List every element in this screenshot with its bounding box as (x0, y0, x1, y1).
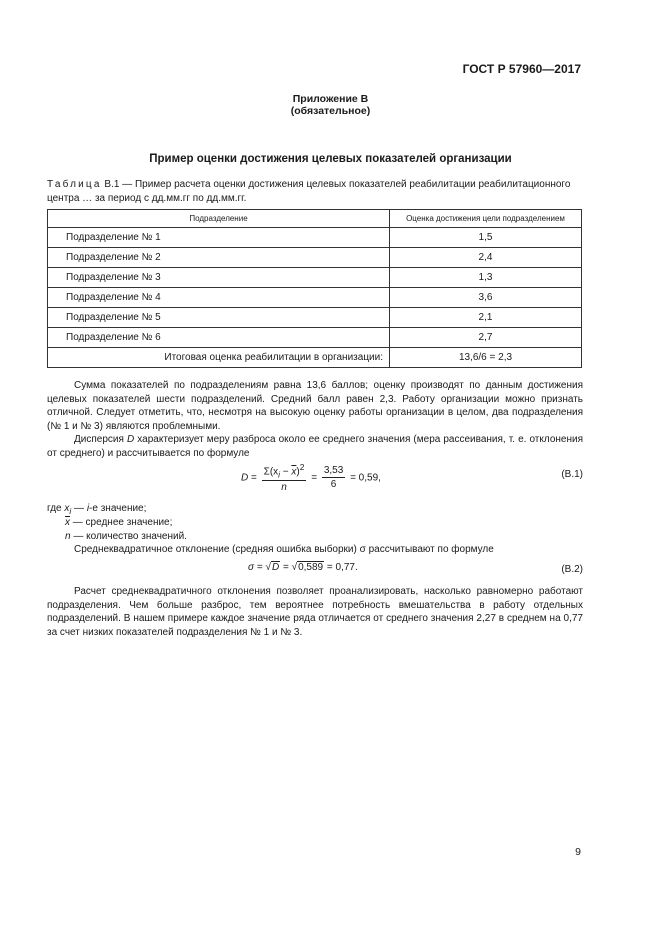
formula1-fraction-values (322, 465, 345, 490)
table-cell-score: 1,5 (390, 228, 582, 248)
formula1-num-sup: 2 (299, 462, 305, 472)
table-cell-unit: Подразделение № 5 (48, 308, 390, 328)
formula1-number: (В.1) (561, 469, 583, 480)
formula-dispersion (241, 462, 381, 493)
annex-subtitle: (обязательное) (290, 105, 371, 117)
definition-mean-text: — среднее значение; (70, 517, 173, 528)
definition-x-dash: — (71, 503, 87, 514)
formula2-eq2: = (282, 562, 289, 573)
table-row (48, 248, 582, 268)
paragraph-dispersion-var: D (126, 434, 135, 445)
table-cell-unit: Подразделение № 6 (48, 328, 390, 348)
definition-x-sub: i (69, 506, 72, 516)
table-cell-score: 2,4 (390, 248, 582, 268)
formula1-eq2: = (311, 472, 318, 484)
formula1-lhs: D (241, 472, 249, 484)
table-cell-unit: Подразделение № 3 (48, 268, 390, 288)
formula-std (248, 562, 358, 573)
table-cell-score: 2,1 (390, 308, 582, 328)
formula2-value: 0,589 (298, 562, 324, 573)
formula2-eq1: = (256, 562, 263, 573)
table-header-unit: Подразделение (48, 210, 390, 228)
formula1-num-sub: i (278, 469, 281, 480)
table-row (48, 288, 582, 308)
table-total-label: Итоговая оценка реабилитации в организации: (48, 348, 390, 368)
definition-mean (65, 516, 172, 530)
definition-x-text: -е значение; (89, 503, 147, 514)
table-total-row (48, 348, 582, 368)
table-row (48, 268, 582, 288)
definition-x-i: i (86, 503, 90, 514)
definition-where: где (47, 503, 62, 514)
formula2-d: D (271, 562, 280, 573)
definition-n (65, 530, 187, 544)
section-heading: Пример оценки достижения целевых показателей организации (149, 153, 512, 165)
formula2-number: (В.2) (561, 564, 583, 575)
table-total-value: 13,6/6 = 2,3 (390, 348, 582, 368)
page-number: 9 (575, 846, 581, 858)
table-row (48, 308, 582, 328)
formula1-denominator: n (281, 482, 287, 494)
table-row (48, 228, 582, 248)
formula1-num-mean: $\overline{x}$ (291, 466, 297, 478)
annex-title: Приложение В (292, 93, 369, 105)
definition-x-symbol: x (64, 503, 70, 514)
paragraph-dispersion-start: Дисперсия (74, 434, 127, 445)
table-cell-score: 3,6 (390, 288, 582, 308)
paragraph-dispersion (47, 433, 583, 460)
formula2-sqrt2-icon: √ (291, 562, 298, 573)
assessment-table (47, 209, 582, 368)
formula1-num-minus: − (280, 466, 292, 478)
table-cell-unit: Подразделение № 4 (48, 288, 390, 308)
formula1-numerator-value: 3,53 (323, 465, 344, 477)
paragraph-dispersion-end: характеризует меру разброса около ее среднего значения (мера рассеивания, т. е. отклонения от среднего) и рассчитывается по формуле (47, 434, 583, 459)
table-cell-unit: Подразделение № 1 (48, 228, 390, 248)
formula1-result: = 0,59, (350, 472, 381, 484)
formula1-numerator (262, 462, 307, 481)
table-cell-score: 1,3 (390, 268, 582, 288)
table-caption (47, 178, 587, 206)
table-row (48, 328, 582, 348)
definition-std-intro: Среднеквадратичное отклонение (средняя ошибка выборки) σ рассчитывают по формуле (74, 544, 494, 555)
formula1-eq: = (251, 472, 257, 484)
table-caption-label: Таблица (47, 179, 102, 190)
formula1-fraction-main (262, 462, 307, 493)
formula1-num-close: ) (296, 466, 300, 478)
table-header-row (48, 210, 582, 228)
paragraph-summary: Сумма показателей по подразделениям равна 13,6 баллов; оценку производят по данным достижения целевых показателей шести подразделений. Средний балл равен 2,3. Работу организации можно признать отличной. Следует отметить, что, несмотря на высокую оценку работы организации в целом, два подразделения (№ 1 и № 3) являются проблемными. (47, 380, 583, 432)
formula1-denominator-value: 6 (330, 479, 337, 491)
table-cell-unit: Подразделение № 2 (48, 248, 390, 268)
document-code: ГОСТ Р 57960—2017 (462, 62, 581, 76)
formula2-sqrt-icon: √ (265, 562, 271, 573)
table-header-score: Оценка достижения цели подразделением (390, 210, 582, 228)
paragraph-conclusion: Расчет среднеквадратичного отклонения позволяет проанализировать, насколько равномерно работают подразделения. Чем больше разброс, тем вероятнее потребность вмешательства в работу отдельных подразделений. В нашем примере каждое значение ряда отличается от среднего значения 2,27 в среднем на 0,77 за счет низких показателей подразделения № 1 и № 3. (47, 586, 583, 638)
formula2-result: = 0,77. (326, 562, 358, 573)
formula1-num-sum: Σ(x (263, 466, 279, 478)
formula2-lhs: σ (248, 562, 255, 573)
definition-mean-symbol: $\overline{x}$ (65, 517, 70, 528)
definition-n-symbol: n (65, 531, 71, 542)
table-caption-text: В.1 — Пример расчета оценки достижения целевых показателей реабилитации реабилитационного центра … за период с дд.мм.гг по дд.мм.гг. (47, 179, 571, 204)
table-cell-score: 2,7 (390, 328, 582, 348)
definition-n-text: — количество значений. (70, 531, 187, 542)
